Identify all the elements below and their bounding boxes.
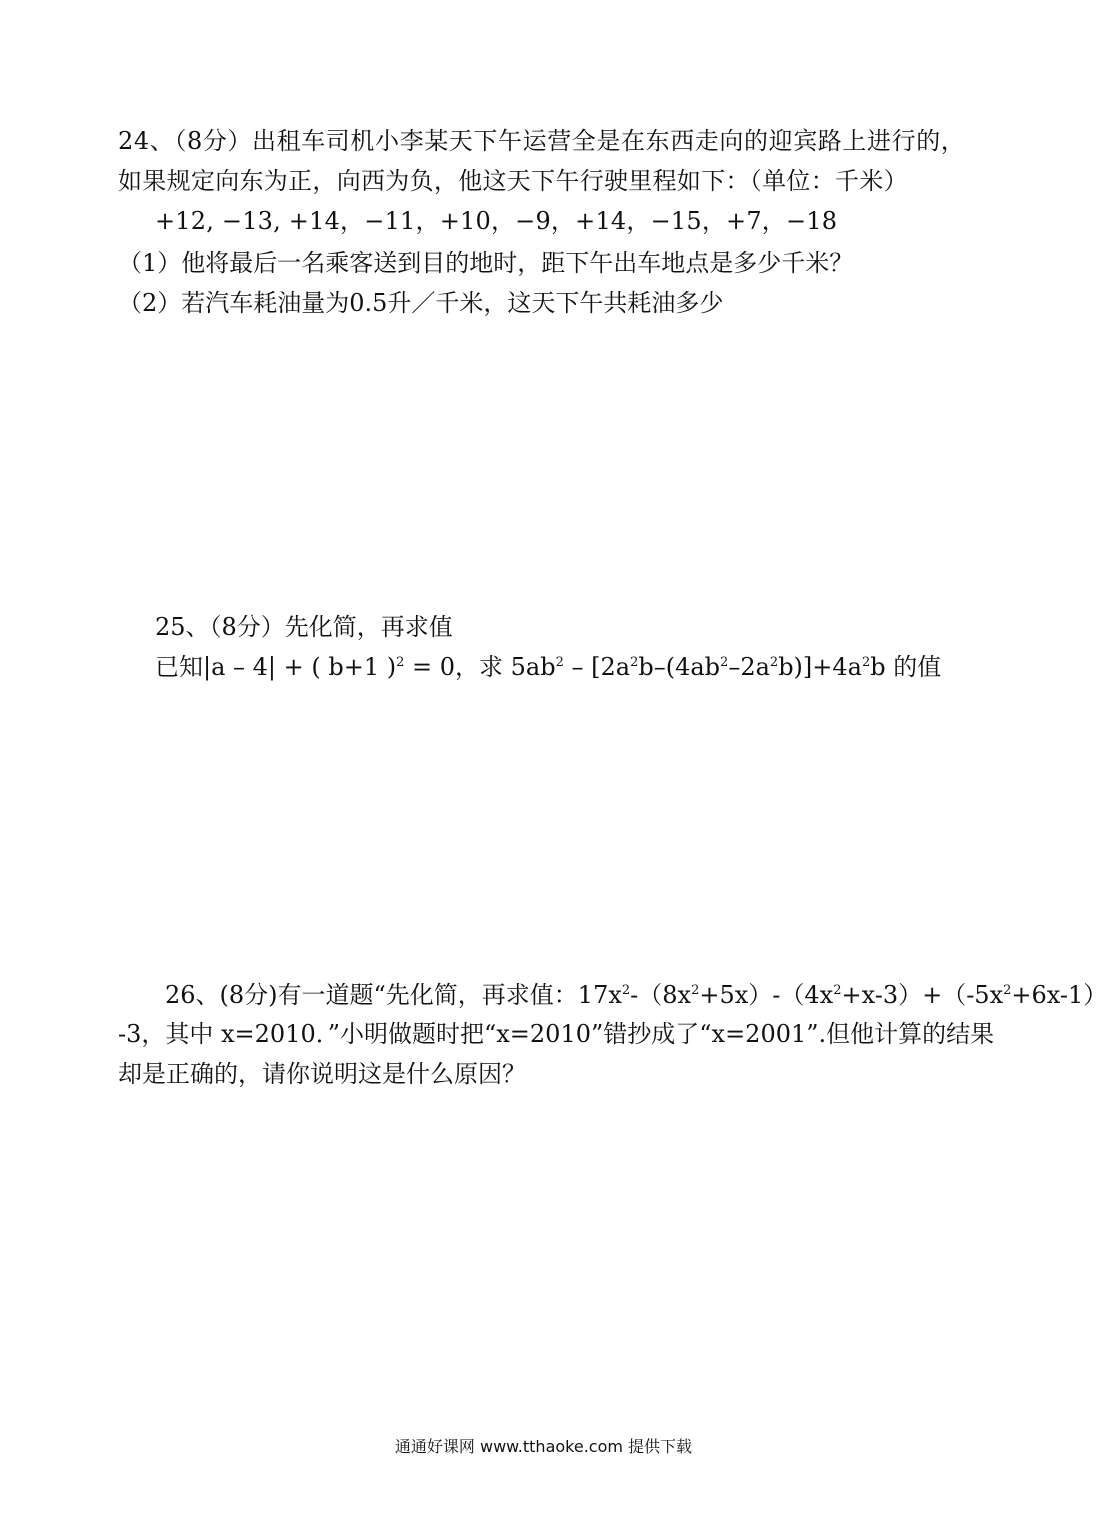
page-footer: 通通好课网 www.tthaoke.com 提供下载 (394, 1437, 693, 1456)
question-26-text-line-1 (165, 980, 1107, 1010)
exponent: 2 (861, 655, 871, 670)
exponent: 2 (833, 983, 842, 998)
question-24-text-line-2: 如果规定向东为正，向西为负，他这天下午行驶里程如下：（单位：千米） (118, 167, 908, 195)
expression-text: -（8x (630, 981, 692, 1009)
expression-text: +6x-1） (1011, 981, 1107, 1009)
question-26-text-line-3: 却是正确的，请你说明这是什么原因？ (118, 1060, 526, 1088)
expression-text: b)]+4a (778, 653, 862, 681)
exponent: 2 (691, 983, 700, 998)
exponent: 2 (769, 655, 779, 670)
expression-text: = 0，求 5ab (404, 653, 556, 681)
exponent: 2 (720, 655, 729, 670)
expression-text: b–(4ab (638, 653, 721, 681)
question-25-title: 25、（8分）先化简，再求值 (155, 613, 453, 641)
exponent: 2 (396, 655, 405, 670)
question-25-expression (155, 652, 941, 682)
expression-text: –2a (728, 653, 770, 681)
expression-text: +x-3）+（-5x (841, 981, 1004, 1009)
question-24-text-line-1: 24、（8分）出租车司机小李某天下午运营全是在东西走向的迎宾路上进行的， (118, 127, 966, 155)
question-24-part-2: （2）若汽车耗油量为0.5升／千米，这天下午共耗油多少 (118, 289, 724, 317)
exponent: 2 (555, 655, 564, 670)
exponent: 2 (630, 655, 639, 670)
expression-text: b 的值 (870, 653, 942, 681)
expression-text: – [2a (563, 653, 631, 681)
question-26-text-line-2: -3，其中 x=2010．”小明做题时把“x=2010”错抄成了“x=2001”.但他计算的结果 (118, 1020, 995, 1048)
question-24-part-1: （1）他将最后一名乘客送到目的地时，距下午出车地点是多少千米？ (118, 249, 854, 277)
exponent: 2 (621, 983, 631, 998)
expression-text: 已知|a – 4| + ( b+1 ) (155, 653, 397, 681)
expression-text: +5x）-（4x (699, 981, 834, 1009)
expression-text: 26、(8分)有一道题“先化简，再求值：17x (165, 981, 622, 1009)
exponent: 2 (1003, 983, 1012, 998)
question-24-mileage-data: +12, −13, +14，−11，+10，−9，+14，−15，+7，−18 (155, 207, 838, 235)
